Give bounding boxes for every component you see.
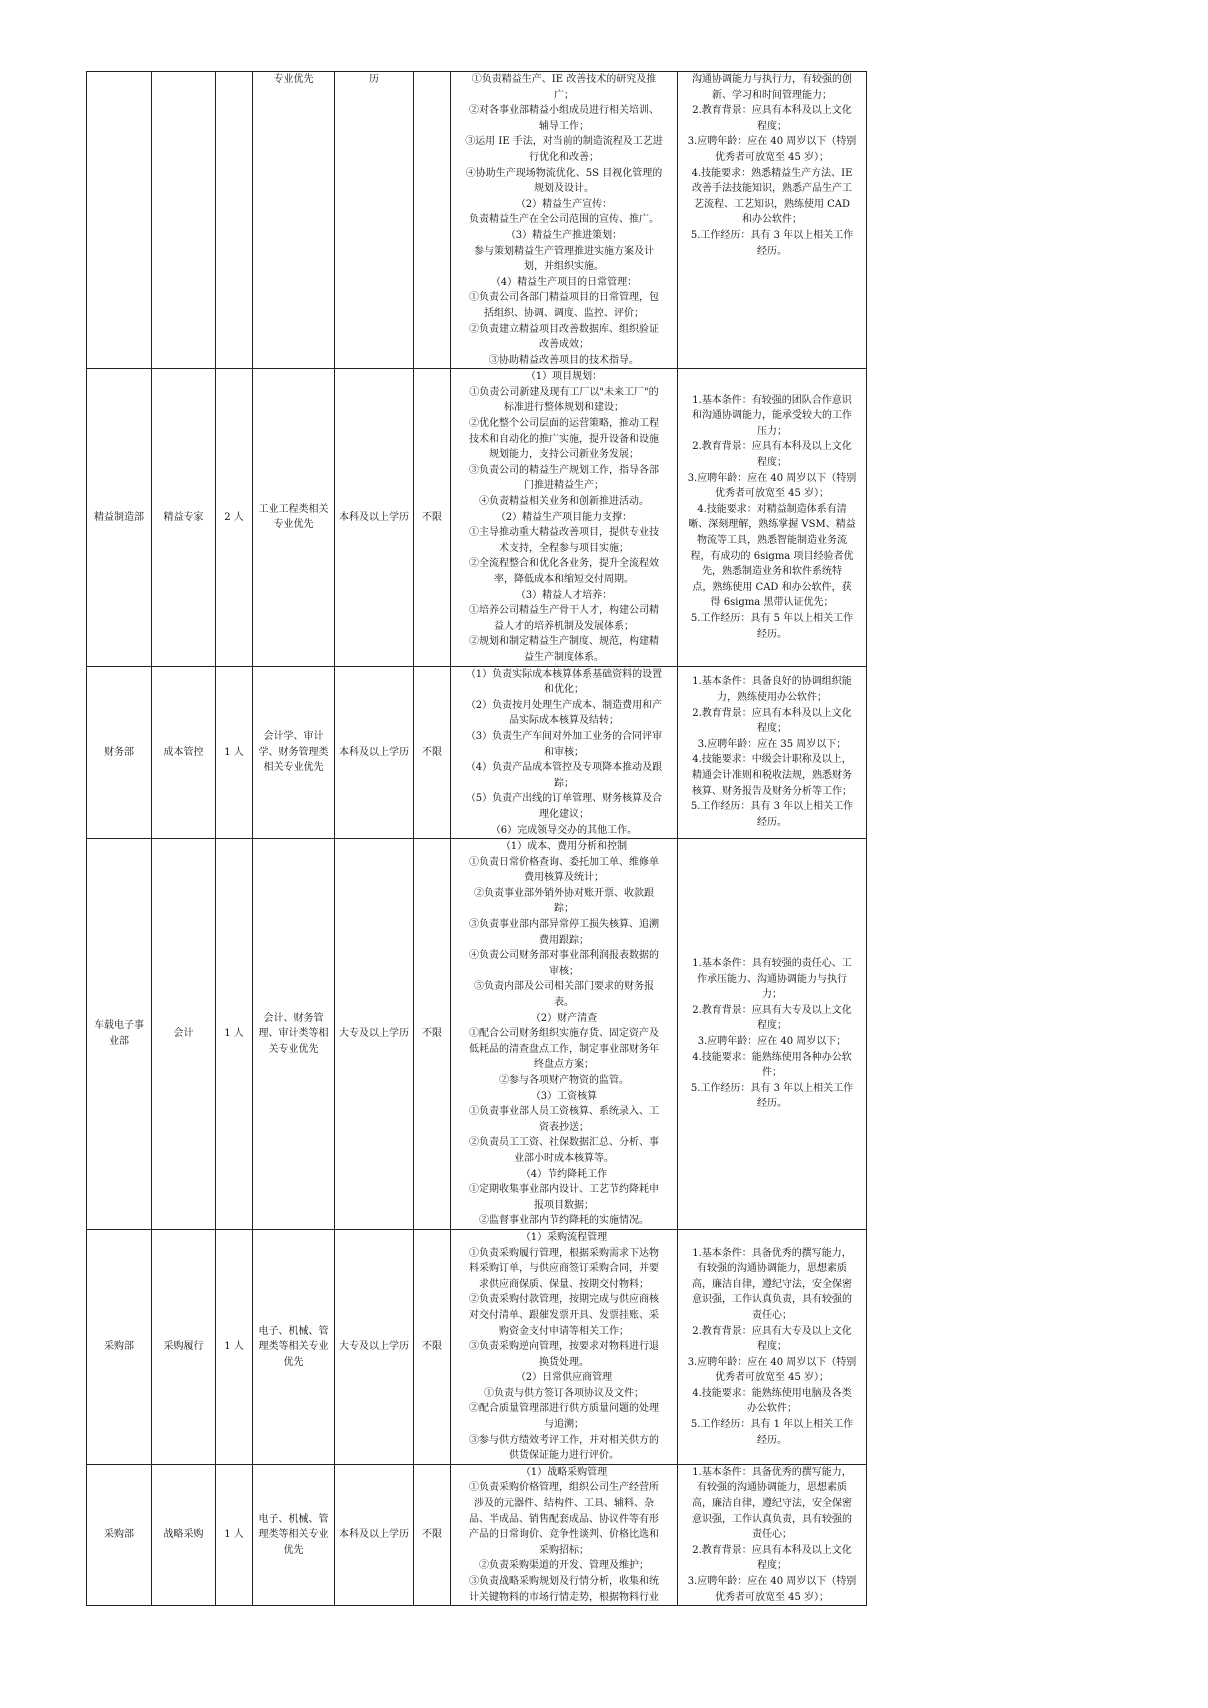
duty-line: 费用跟踪； xyxy=(539,934,589,946)
duty-line: 规划能力，支持公司新业务发展； xyxy=(489,449,639,461)
age-cell: 不限 xyxy=(414,839,451,1230)
duty-line: ②监督事业部内节约降耗的实施情况。 xyxy=(479,1215,649,1227)
duty-line: 供货保证能力进行评价。 xyxy=(509,1450,619,1462)
requirement-line: 和沟通协调能力，能承受较大的工作 xyxy=(692,410,852,422)
requirement-line: 3.应聘年龄：应在 40 周岁以下（特别 xyxy=(687,1356,857,1368)
duty-line: （1）项目规划： xyxy=(525,371,603,383)
major-cell: 专业优先 xyxy=(253,72,335,369)
duty-line: ④协助生产现场物流优化、5S 目视化管理的 xyxy=(465,167,663,179)
age-cell xyxy=(414,72,451,369)
headcount-cell: 2 人 xyxy=(216,369,253,666)
requirement-line: 4.技能要求：能熟练使用电脑及各类 xyxy=(692,1387,852,1399)
duty-line: 费用核算及统计； xyxy=(524,872,604,884)
requirement-line: 3.应聘年龄：应在 40 周岁以下（特别 xyxy=(687,472,857,484)
duty-line: ②优化整个公司层面的运营策略，推动工程 xyxy=(469,418,659,430)
education-cell: 大专及以上学历 xyxy=(335,1229,414,1464)
duty-line: ③协助精益改善项目的技术指导。 xyxy=(489,354,639,366)
duty-line: 划，并组织实施。 xyxy=(524,261,604,273)
requirement-line: 优秀者可放宽至 45 岁）； xyxy=(714,488,830,500)
requirement-line: 压力； xyxy=(757,425,787,437)
requirements-cell xyxy=(678,72,867,369)
duty-line: ②负责事业部外销外协对账开票、收款跟 xyxy=(474,887,654,899)
duty-line: 参与策划精益生产管理推进实施方案及计 xyxy=(474,245,654,257)
requirement-line: 点，熟练使用 CAD 和办公软件，获 xyxy=(692,581,852,593)
age-cell: 不限 xyxy=(414,1229,451,1464)
requirement-line: 经历。 xyxy=(757,816,787,828)
duty-line: ②负责建立精益项目改善数据库、组织验证 xyxy=(469,323,659,335)
requirement-line: 2.教育背景：应具有本科及以上文化 xyxy=(692,105,852,117)
duty-line: （3）精益人才培养： xyxy=(515,589,613,601)
headcount-cell: 1 人 xyxy=(216,839,253,1230)
major-cell: 会计、财务管理、审计类等相关专业优先 xyxy=(253,839,335,1230)
headcount-cell: 1 人 xyxy=(216,1229,253,1464)
duty-line: （4）负责产品成本管控及专项降本推动及跟 xyxy=(465,762,663,774)
duty-line: ③运用 IE 手法，对当前的制造流程及工艺进 xyxy=(465,136,663,148)
duty-line: ①负责采购价格管理，组织公司生产经营所 xyxy=(469,1482,659,1494)
duty-line: 求供应商保质、保量、按期交付物料； xyxy=(479,1278,649,1290)
duty-line: 规划及设计。 xyxy=(534,183,594,195)
duty-line: （2）日常供应商管理 xyxy=(515,1372,613,1384)
recruitment-table xyxy=(86,71,867,1606)
requirements-cell xyxy=(678,1464,867,1605)
requirements-cell xyxy=(678,839,867,1230)
requirement-line: 1.基本条件：具备优秀的撰写能力， xyxy=(692,1466,852,1478)
requirement-line: 5.工作经历：具有 3 年以上相关工作 xyxy=(690,801,854,813)
duty-line: 采购招标； xyxy=(539,1544,589,1556)
duty-line: ②配合质量管理部进行供方质量问题的处理 xyxy=(469,1403,659,1415)
duty-line: （2）财产清查 xyxy=(530,1012,598,1024)
duty-line: 品实际成本核算及结转； xyxy=(509,715,619,727)
duty-line: ②参与各项财产物资的监管。 xyxy=(499,1075,629,1086)
duty-line: 品、半成品、销售配套成品、协议件等有形 xyxy=(469,1513,659,1525)
headcount-cell: 1 人 xyxy=(216,1464,253,1605)
duty-line: 负责精益生产在全公司范围的宣传、推广。 xyxy=(469,214,659,226)
requirement-line: 高，廉洁自律，遵纪守法，安全保密 xyxy=(692,1498,852,1510)
requirement-line: 5.工作经历：具有 3 年以上相关工作 xyxy=(690,1082,854,1094)
requirement-line: 5.工作经历：具有 1 年以上相关工作 xyxy=(690,1419,854,1431)
duty-line: 踪； xyxy=(554,903,574,915)
duty-line: 业部小时成本核算等。 xyxy=(514,1152,614,1164)
requirement-line: 新、学习和时间管理能力； xyxy=(712,89,832,101)
requirement-line: 优秀者可放宽至 45 岁）； xyxy=(714,1591,830,1603)
requirement-line: 经历。 xyxy=(757,1434,787,1446)
requirement-line: 责任心； xyxy=(752,1529,792,1541)
duty-line: ①负责公司新建及现有工厂以"未来工厂"的 xyxy=(469,386,659,398)
requirement-line: 1.基本条件：具备良好的协调组织能 xyxy=(692,676,852,688)
duty-line: （1）采购流程管理 xyxy=(520,1231,608,1243)
department-cell: 车载电子事业部 xyxy=(87,839,152,1230)
duty-line: 换货处理。 xyxy=(539,1356,589,1368)
requirement-line: 物流等工具，熟悉智能制造业务流 xyxy=(697,535,847,547)
duty-line: 产品的日常询价、竞争性谈判、价格比选和 xyxy=(469,1529,659,1541)
duty-line: 括组织、协调、调度、监控、评价； xyxy=(484,307,644,319)
duty-line: （3）工资核算 xyxy=(530,1090,598,1102)
duties-cell xyxy=(451,1464,678,1605)
requirement-line: 程度； xyxy=(757,1020,787,1032)
headcount-cell xyxy=(216,72,253,369)
education-cell: 历 xyxy=(335,72,414,369)
requirement-line: 核算、财务报告及财务分析等工作； xyxy=(692,785,852,797)
duties-cell xyxy=(451,1229,678,1464)
requirement-line: 办公软件； xyxy=(747,1403,797,1415)
table-row xyxy=(87,72,867,369)
requirement-line: 沟通协调能力与执行力，有较强的创 xyxy=(692,74,852,85)
requirement-line: 和办公软件； xyxy=(742,214,802,226)
requirement-line: 先，熟悉制造业务和软件系统特 xyxy=(702,566,842,578)
requirements-cell xyxy=(678,666,867,839)
duty-line: （1）战略采购管理 xyxy=(520,1466,608,1478)
duty-line: ①定期收集事业部内设计、工艺节约降耗申 xyxy=(469,1184,659,1196)
duty-line: ②对各事业部精益小组成员进行相关培训、 xyxy=(469,105,659,117)
requirement-line: 4.技能要求：熟悉精益生产方法、IE xyxy=(691,167,853,179)
major-cell: 工业工程类相关专业优先 xyxy=(253,369,335,666)
duty-line: ①负责日常价格查询、委托加工单、维修单 xyxy=(469,856,659,868)
duty-line: 行优化和改善； xyxy=(529,151,599,163)
requirement-line: 3.应聘年龄：应在 35 周岁以下； xyxy=(697,738,847,750)
duty-line: 报项目数据； xyxy=(534,1199,594,1211)
education-cell: 大专及以上学历 xyxy=(335,839,414,1230)
duty-line: （2）精益生产项目能力支撑： xyxy=(495,511,633,523)
duty-line: 门推进精益生产； xyxy=(524,480,604,492)
requirement-line: 经历。 xyxy=(757,245,787,257)
position-cell: 战略采购 xyxy=(152,1464,216,1605)
position-cell: 精益专家 xyxy=(152,369,216,666)
requirement-line: 2.教育背景：应具有大专及以上文化 xyxy=(692,1325,852,1337)
age-cell: 不限 xyxy=(414,1464,451,1605)
age-cell: 不限 xyxy=(414,666,451,839)
duty-line: 踪； xyxy=(554,777,574,789)
duties-cell xyxy=(451,369,678,666)
duty-line: ①培养公司精益生产骨干人才，构建公司精 xyxy=(469,605,659,617)
duty-line: （1）成本、费用分析和控制 xyxy=(500,841,628,853)
requirement-line: 程度； xyxy=(757,120,787,132)
duty-line: 与追溯； xyxy=(544,1419,584,1431)
department-cell: 精益制造部 xyxy=(87,369,152,666)
table-body xyxy=(87,72,867,1606)
duty-line: （2）精益生产宣传： xyxy=(515,198,613,210)
duty-line: 益生产制度体系。 xyxy=(524,651,604,663)
duty-line: 涉及的元器件、结构件、工具、辅料、杂 xyxy=(474,1498,654,1510)
duty-line: ②负责员工工资、社保数据汇总、分析、事 xyxy=(469,1137,659,1149)
requirement-line: 晰、深刻理解，熟练掌握 VSM、精益 xyxy=(688,519,856,531)
requirement-line: 程度； xyxy=(757,457,787,469)
education-cell: 本科及以上学历 xyxy=(335,666,414,839)
duty-line: ②负责采购付款管理，按期完成与供应商核 xyxy=(469,1294,659,1306)
duty-line: 计关键物料的市场行情走势，根据物料行业 xyxy=(469,1591,659,1603)
department-cell: 财务部 xyxy=(87,666,152,839)
duty-line: （2）负责按月处理生产成本、制造费用和产 xyxy=(465,699,663,711)
duty-line: 广； xyxy=(554,89,574,101)
requirement-line: 力，熟练使用办公软件； xyxy=(717,691,827,703)
duty-line: （4）节约降耗工作 xyxy=(520,1168,608,1180)
requirement-line: 精通会计准则和税收法规，熟悉财务 xyxy=(692,769,852,781)
duty-line: （6）完成领导交办的其他工作。 xyxy=(490,824,638,836)
table-row xyxy=(87,1229,867,1464)
duty-line: ①负责事业部人员工资核算、系统录入、工 xyxy=(469,1106,659,1118)
position-cell: 会计 xyxy=(152,839,216,1230)
department-cell: 采购部 xyxy=(87,1464,152,1605)
duty-line: ④负责公司财务部对事业部利润报表数据的 xyxy=(469,950,659,962)
requirement-line: 艺流程、工艺知识，熟练使用 CAD xyxy=(693,198,851,210)
requirement-line: 2.教育背景：应具有大专及以上文化 xyxy=(692,1004,852,1016)
requirement-line: 4.技能要求：中级会计职称及以上， xyxy=(692,754,852,766)
requirement-line: 5.工作经历：具有 5 年以上相关工作 xyxy=(690,612,854,624)
requirement-line: 3.应聘年龄：应在 40 周岁以下（特别 xyxy=(687,136,857,148)
requirement-line: 1.基本条件：具有较强的责任心、工 xyxy=(692,958,852,970)
duties-cell xyxy=(451,666,678,839)
duty-line: ①负责公司各部门精益项目的日常管理，包 xyxy=(469,292,659,304)
duties-cell xyxy=(451,72,678,369)
duty-line: （4）精益生产项目的日常管理： xyxy=(490,276,638,288)
requirement-line: 1.基本条件：有较强的团队合作意识 xyxy=(692,394,852,406)
duty-line: 改善成效； xyxy=(539,339,589,351)
duty-line: 术支持，全程参与项目实施； xyxy=(499,542,629,554)
requirement-line: 责任心； xyxy=(752,1309,792,1321)
department-cell xyxy=(87,72,152,369)
duty-line: ③负责事业部内部异常停工损失核算、追溯 xyxy=(469,919,659,931)
requirement-line: 意识强，工作认真负责，具有较强的 xyxy=(692,1294,852,1306)
duty-line: ①负责与供方签订各项协议及文件； xyxy=(484,1387,644,1399)
duty-line: （1）负责实际成本核算体系基础资料的设置 xyxy=(465,668,663,680)
duty-line: 辅导工作； xyxy=(539,120,589,132)
requirement-line: 得 6sigma 黑带认证优先； xyxy=(710,597,834,609)
requirement-line: 4.技能要求：能熟练使用各种办公软 xyxy=(692,1051,852,1063)
duty-line: ③负责公司的精益生产规划工作，指导各部 xyxy=(469,464,659,476)
duty-line: 和审核； xyxy=(544,746,584,758)
requirement-line: 2.教育背景：应具有本科及以上文化 xyxy=(692,1544,852,1556)
table-row xyxy=(87,839,867,1230)
department-cell: 采购部 xyxy=(87,1229,152,1464)
duty-line: ②全流程整合和优化各业务，提升全流程效 xyxy=(469,558,659,570)
duty-line: （3）负责生产车间对外加工业务的合同评审 xyxy=(465,730,663,742)
position-cell xyxy=(152,72,216,369)
major-cell: 电子、机械、管理类等相关专业优先 xyxy=(253,1229,335,1464)
requirement-line: 2.教育背景：应具有本科及以上文化 xyxy=(692,441,852,453)
table-row xyxy=(87,666,867,839)
requirement-line: 改善手法技能知识，熟悉产品生产工 xyxy=(692,183,852,195)
requirement-line: 优秀者可放宽至 45 岁）； xyxy=(714,1372,830,1384)
duty-line: （5）负责产出线的订单管理、财务核算及合 xyxy=(465,793,663,805)
requirement-line: 优秀者可放宽至 45 岁）； xyxy=(714,151,830,163)
requirement-line: 3.应聘年龄：应在 40 周岁以下（特别 xyxy=(687,1576,857,1587)
requirements-cell xyxy=(678,369,867,666)
duty-line: ①负责精益生产、IE 改善技术的研究及推 xyxy=(471,74,657,85)
duty-line: ③负责采购逆向管理，按要求对物料进行退 xyxy=(469,1341,659,1353)
requirement-line: 高，廉洁自律，遵纪守法，安全保密 xyxy=(692,1278,852,1290)
requirement-line: 力； xyxy=(762,989,782,1001)
duty-line: ⑤负责内部及公司相关部门要求的财务报 xyxy=(474,981,654,993)
major-cell: 会计学、审计学、财务管理类相关专业优先 xyxy=(253,666,335,839)
requirement-line: 程度； xyxy=(757,1341,787,1353)
duty-line: ①配合公司财务组织实施存货、固定资产及 xyxy=(469,1028,659,1040)
requirement-line: 3.应聘年龄：应在 40 周岁以下； xyxy=(697,1036,847,1048)
requirement-line: 程度； xyxy=(757,1560,787,1572)
requirement-line: 2.教育背景：应具有本科及以上文化 xyxy=(692,707,852,719)
duty-line: 技术和自动化的推广实施，提升设备和设施 xyxy=(469,433,659,445)
duty-line: 购资金支付申请等相关工作； xyxy=(499,1325,629,1337)
duty-line: 和优化； xyxy=(544,684,584,696)
duty-line: ③参与供方绩效考评工作，并对相关供方的 xyxy=(469,1434,659,1446)
table-row xyxy=(87,1464,867,1605)
duty-line: 对交付清单、跟催发票开具、发票挂账、采 xyxy=(469,1309,659,1321)
table-row xyxy=(87,369,867,666)
duty-line: 终盘点方案； xyxy=(534,1059,594,1071)
requirement-line: 意识强，工作认真负责，具有较强的 xyxy=(692,1513,852,1525)
requirement-line: 程，有成功的 6sigma 项目经验者优 xyxy=(690,550,854,562)
requirement-line: 件； xyxy=(762,1067,782,1079)
duty-line: 标准进行整体规划和建设； xyxy=(504,402,624,414)
age-cell: 不限 xyxy=(414,369,451,666)
headcount-cell: 1 人 xyxy=(216,666,253,839)
education-cell: 本科及以上学历 xyxy=(335,369,414,666)
duty-line: 益人才的培养机制及发展体系； xyxy=(494,620,634,632)
duty-line: ①负责采购履行管理，根据采购需求下达物 xyxy=(469,1247,659,1259)
position-cell: 成本管控 xyxy=(152,666,216,839)
duty-line: 资表抄送； xyxy=(539,1121,589,1133)
duty-line: 理化建议； xyxy=(539,808,589,820)
requirement-line: 4.技能要求：对精益制造体系有清 xyxy=(697,503,847,515)
requirement-line: 经历。 xyxy=(757,1098,787,1110)
duty-line: ④负责精益相关业务和创新推进活动。 xyxy=(479,496,649,508)
requirement-line: 5.工作经历：具有 3 年以上相关工作 xyxy=(690,229,854,241)
duty-line: 审核； xyxy=(549,965,579,977)
duty-line: ②负责采购渠道的开发、管理及维护； xyxy=(479,1560,649,1572)
duty-line: ③负责战略采购规划及行情分析，收集和统 xyxy=(469,1576,659,1587)
requirements-cell xyxy=(678,1229,867,1464)
requirement-line: 程度； xyxy=(757,723,787,735)
requirement-line: 作承压能力、沟通协调能力与执行 xyxy=(697,973,847,985)
duty-line: （3）精益生产推进策划： xyxy=(505,229,623,241)
requirement-line: 有较强的沟通协调能力，思想素质 xyxy=(697,1263,847,1275)
duty-line: 料采购订单，与供应商签订采购合同，并要 xyxy=(469,1263,659,1275)
duty-line: ②规划和制定精益生产制度、规范，构建精 xyxy=(469,636,659,648)
duty-line: ①主导推动重大精益改善项目，提供专业技 xyxy=(469,527,659,539)
position-cell: 采购履行 xyxy=(152,1229,216,1464)
duty-line: 率，降低成本和缩短交付周期。 xyxy=(494,574,634,585)
duty-line: 表。 xyxy=(554,997,574,1009)
requirement-line: 1.基本条件：具备优秀的撰写能力， xyxy=(692,1247,852,1259)
major-cell: 电子、机械、管理类等相关专业优先 xyxy=(253,1464,335,1605)
requirement-line: 有较强的沟通协调能力，思想素质 xyxy=(697,1482,847,1494)
duties-cell xyxy=(451,839,678,1230)
duty-line: 低耗品的清查盘点工作，制定事业部财务年 xyxy=(469,1043,659,1055)
education-cell: 本科及以上学历 xyxy=(335,1464,414,1605)
requirement-line: 经历。 xyxy=(757,628,787,640)
